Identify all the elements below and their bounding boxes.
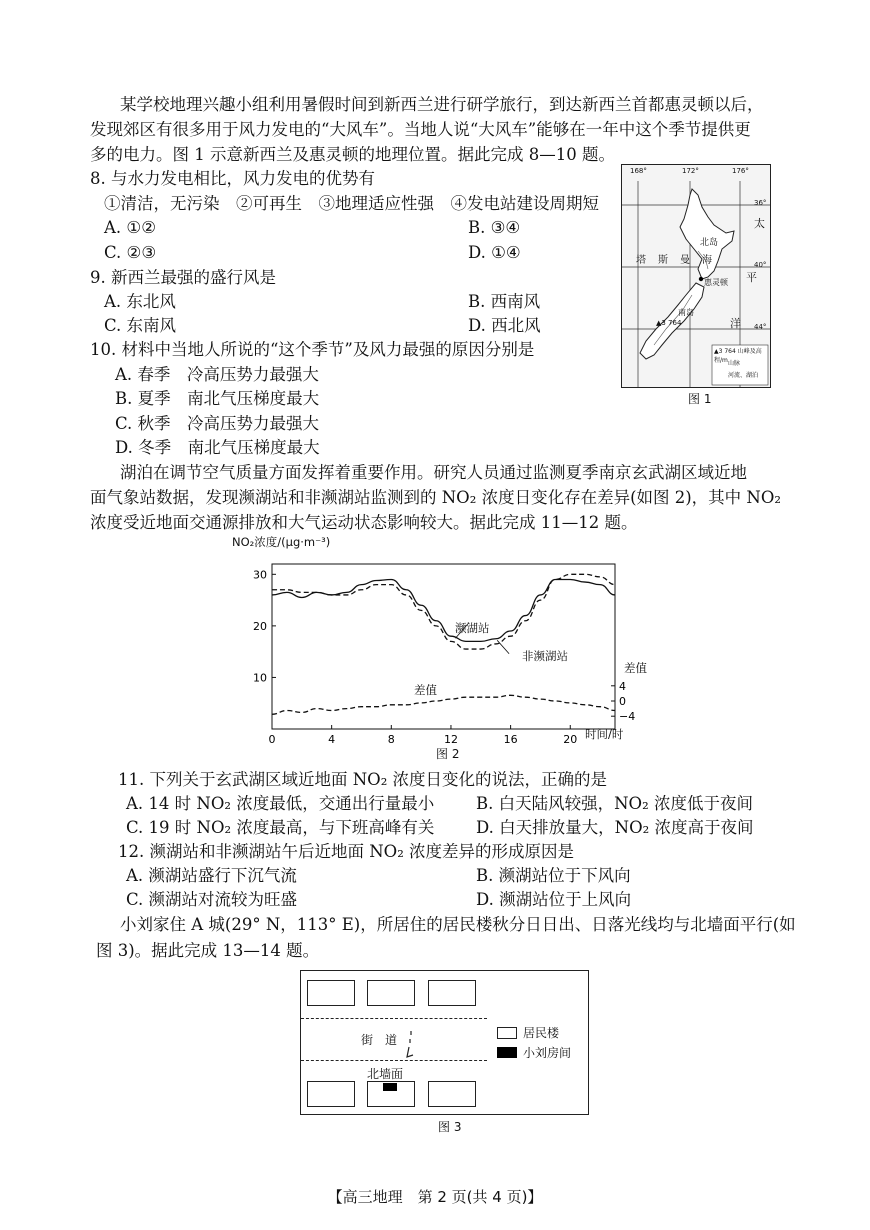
intro3-line2: 图 3)。据此完成 13—14 题。 bbox=[96, 941, 320, 960]
q9-stem: 9. 新西兰最强的盛行风是 bbox=[90, 268, 276, 287]
series-line-1 bbox=[272, 574, 615, 649]
intro1-line1: 某学校地理兴趣小组利用暑假时间到新西兰进行研学旅行，到达新西兰首都惠灵顿以后， bbox=[120, 95, 764, 114]
q12-option-a: A. 濒湖站盛行下沉气流 bbox=[126, 866, 297, 885]
street-label: 街 道 bbox=[361, 1033, 398, 1047]
pacific-label-1: 太 bbox=[754, 217, 765, 230]
legend-river: 河流、湖泊 bbox=[728, 372, 759, 379]
y2-tick-label: 4 bbox=[619, 679, 626, 693]
q9-option-a: A. 东北风 bbox=[104, 292, 176, 311]
legend-mountain: 山脉 bbox=[728, 360, 741, 367]
x-tick-label: 16 bbox=[503, 733, 518, 746]
chart-y2label: 差值 bbox=[624, 661, 647, 675]
y-tick-label: 20 bbox=[253, 619, 267, 633]
q10-option-b: B. 夏季 南北气压梯度最大 bbox=[115, 389, 320, 408]
q8-option-c: C. ②③ bbox=[104, 243, 157, 262]
q8-option-d: D. ①④ bbox=[468, 243, 521, 262]
lat-label-40: 40° bbox=[754, 261, 767, 269]
y-tick-label: 10 bbox=[253, 671, 267, 685]
q12-option-c: C. 濒湖站对流较为旺盛 bbox=[126, 890, 298, 909]
building bbox=[428, 980, 476, 1006]
y2-tick-label: 0 bbox=[619, 695, 626, 708]
legend-building-swatch bbox=[497, 1027, 517, 1039]
intro2-line1: 湖泊在调节空气质量方面发挥着重要作用。研究人员通过监测夏季南京玄武湖区域近地 bbox=[120, 463, 747, 482]
fig2-caption: 图 2 bbox=[436, 747, 460, 761]
legend-building-label: 居民楼 bbox=[523, 1026, 560, 1040]
building bbox=[307, 980, 355, 1006]
page-footer: 【高三地理 第 2 页(共 4 页)】 bbox=[327, 1188, 543, 1206]
q10-option-d: D. 冬季 南北气压梯度最大 bbox=[115, 438, 320, 457]
lon-label-176: 176° bbox=[732, 167, 749, 175]
xiaoliu-room bbox=[383, 1083, 397, 1091]
q12-option-b: B. 濒湖站位于下风向 bbox=[476, 866, 631, 885]
legend-room-swatch bbox=[497, 1047, 517, 1058]
north-island-label: 北岛 bbox=[700, 238, 719, 248]
q12-stem: 12. 濒湖站和非濒湖站午后近地面 NO₂ 浓度差异的形成原因是 bbox=[118, 842, 575, 861]
q10-option-a: A. 春季 冷高压势力最强大 bbox=[115, 365, 319, 384]
q11-stem: 11. 下列关于玄武湖区域近地面 NO₂ 浓度日变化的说法，正确的是 bbox=[118, 770, 608, 789]
q9-option-c: C. 东南风 bbox=[104, 316, 177, 335]
chart-xlabel: 时间/时 bbox=[585, 727, 624, 741]
lon-label-172: 172° bbox=[682, 167, 699, 175]
plot-frame bbox=[272, 564, 615, 729]
street-edge-bottom bbox=[301, 1060, 487, 1061]
building bbox=[367, 980, 415, 1006]
building bbox=[428, 1081, 476, 1107]
series-label-lakeside: 濒湖站 bbox=[455, 621, 490, 635]
intro1-line3: 多的电力。图 1 示意新西兰及惠灵顿的地理位置。据此完成 8—10 题。 bbox=[90, 145, 615, 164]
street-diagram bbox=[300, 970, 589, 1115]
series-label-difference: 差值 bbox=[414, 683, 437, 697]
q8-items: ①清洁，无污染 ②可再生 ③地理适应性强 ④发电站建设周期短 bbox=[104, 194, 599, 213]
peak-label: ▲3 764 bbox=[656, 319, 682, 327]
legend-peak: ▲3 764 山峰及高程/m bbox=[714, 348, 762, 364]
leader-line-nonlakeside bbox=[497, 640, 509, 653]
y-tick-label: 30 bbox=[253, 568, 267, 582]
q8-stem: 8. 与水力发电相比，风力发电的优势有 bbox=[90, 169, 375, 188]
q11-option-b: B. 白天陆风较强，NO₂ 浓度低于夜间 bbox=[476, 794, 753, 813]
lat-label-36: 36° bbox=[754, 199, 767, 207]
intro2-line2: 面气象站数据，发现濒湖站和非濒湖站监测到的 NO₂ 浓度日变化存在差异(如图 2)，其中 NO₂ bbox=[90, 488, 782, 507]
q9-option-b: B. 西南风 bbox=[468, 292, 541, 311]
street-edge-top bbox=[301, 1018, 487, 1019]
series-line-2 bbox=[272, 695, 615, 714]
series-line-0 bbox=[272, 579, 615, 641]
q12-option-d: D. 濒湖站位于上风向 bbox=[476, 890, 632, 909]
south-island-label: 南岛 bbox=[678, 308, 694, 317]
building bbox=[307, 1081, 355, 1107]
x-tick-label: 4 bbox=[328, 733, 336, 746]
q9-option-d: D. 西北风 bbox=[468, 316, 541, 335]
legend-room-label: 小刘房间 bbox=[523, 1046, 572, 1060]
q11-option-c: C. 19 时 NO₂ 浓度最高，与下班高峰有关 bbox=[126, 818, 435, 837]
q11-option-a: A. 14 时 NO₂ 浓度最低，交通出行量最小 bbox=[126, 794, 435, 813]
north-arrow-icon bbox=[401, 1029, 417, 1061]
pacific-label-2: 平 bbox=[746, 271, 757, 284]
chart-ylabel: NO₂浓度/(μg·m⁻³) bbox=[232, 535, 331, 549]
new-zealand-map bbox=[621, 164, 771, 388]
lon-label-168: 168° bbox=[630, 167, 647, 175]
intro3-line1: 小刘家住 A 城(29° N，113° E)，所居住的居民楼秋分日日出、日落光线均与北墙面平行(如 bbox=[120, 915, 796, 934]
north-wall-label: 北墙面 bbox=[367, 1067, 404, 1081]
wellington-label: 惠灵顿 bbox=[704, 278, 728, 287]
q10-stem: 10. 材料中当地人所说的“这个季节”及风力最强的原因分别是 bbox=[90, 340, 535, 359]
no2-chart bbox=[230, 534, 650, 764]
fig1-caption: 图 1 bbox=[688, 392, 712, 406]
x-tick-label: 0 bbox=[268, 733, 276, 746]
q8-option-a: A. ①② bbox=[104, 218, 156, 237]
fig3-caption: 图 3 bbox=[438, 1120, 462, 1134]
x-tick-label: 20 bbox=[563, 733, 578, 746]
x-tick-label: 8 bbox=[387, 733, 395, 746]
intro1-line2: 发现郊区有很多用于风力发电的“大风车”。当地人说“大风车”能够在一年中这个季节提供更 bbox=[90, 120, 751, 139]
lat-label-44: 44° bbox=[754, 323, 767, 331]
tasman-sea-label: 塔 斯 曼 海 bbox=[636, 255, 713, 266]
q8-option-b: B. ③④ bbox=[468, 218, 521, 237]
q10-option-c: C. 秋季 冷高压势力最强大 bbox=[115, 414, 320, 433]
intro2-line3: 浓度受近地面交通源排放和大气运动状态影响较大。据此完成 11—12 题。 bbox=[90, 513, 638, 532]
series-label-nonlakeside: 非濒湖站 bbox=[522, 649, 568, 663]
q11-option-d: D. 白天排放量大，NO₂ 浓度高于夜间 bbox=[476, 818, 754, 837]
pacific-label-3: 洋 bbox=[730, 317, 741, 330]
y2-tick-label: −4 bbox=[619, 710, 636, 724]
x-tick-label: 12 bbox=[443, 733, 458, 746]
